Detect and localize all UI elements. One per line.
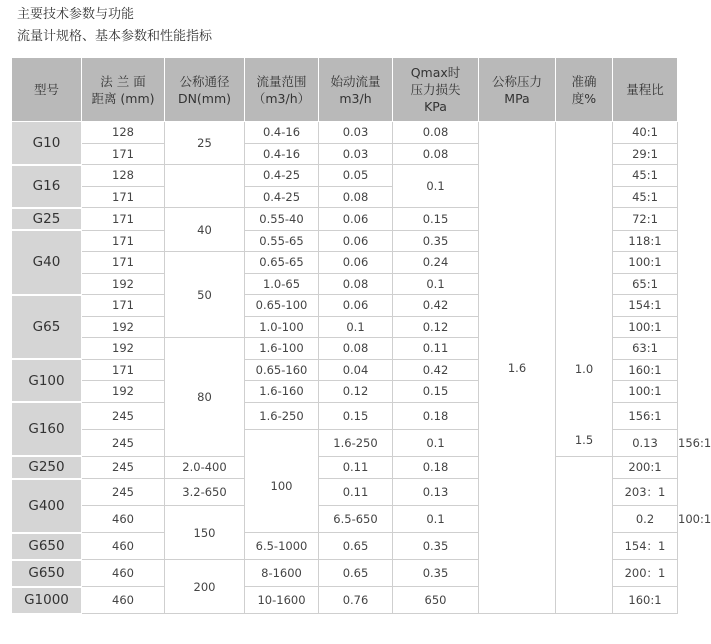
loss-cell: 0.1 (393, 165, 479, 208)
range-cell: 6.5-650 (319, 506, 393, 533)
loss-cell: 650 (393, 587, 479, 614)
range-cell: 0.4-25 (245, 186, 319, 208)
flange-cell: 171 (82, 186, 165, 208)
flange-cell: 460 (82, 560, 165, 587)
start-cell: 0.06 (319, 230, 393, 252)
loss-cell: 0.08 (393, 122, 479, 144)
header-pressure-loss: Qmax时 压力损失 KPa (393, 58, 479, 122)
spec-table (11, 57, 711, 615)
page-subtitle: 流量计规格、基本参数和性能指标 (17, 29, 213, 44)
model-cell: G160 (12, 402, 82, 456)
table-row (12, 122, 678, 144)
ratio-cell: 203：1 (613, 479, 678, 506)
flange-cell: 460 (82, 533, 165, 560)
header-pressure: 公称压力 MPa (479, 58, 556, 122)
start-cell: 0.76 (319, 587, 393, 614)
range-cell: 10-1600 (245, 587, 319, 614)
model-cell: G650 (12, 533, 82, 560)
range-cell: 1.6-100 (245, 338, 319, 360)
model-cell: G25 (12, 208, 82, 231)
header-model: 型号 (12, 58, 82, 122)
page-titles (17, 6, 212, 46)
range-cell: 1.6-160 (245, 381, 319, 403)
flange-cell: 192 (82, 338, 165, 360)
ratio-cell: 154:1 (613, 295, 678, 317)
range-cell: 6.5-1000 (245, 533, 319, 560)
loss-cell: 0.2 (613, 506, 678, 533)
range-cell: 1.0-100 (245, 316, 319, 338)
loss-cell: 0.15 (393, 208, 479, 231)
range-cell: 1.6-250 (319, 429, 393, 456)
start-cell: 0.06 (319, 295, 393, 317)
loss-cell: 0.08 (393, 143, 479, 165)
model-cell: G250 (12, 456, 82, 479)
pressure-cell: 1.6 (479, 122, 556, 614)
flange-cell: 245 (82, 479, 165, 506)
loss-cell: 0.35 (393, 230, 479, 252)
accuracy-cell: 1.0 (556, 122, 613, 457)
dn-cell: 80 (165, 338, 245, 457)
range-cell: 0.55-65 (245, 230, 319, 252)
ratio-cell: 65:1 (613, 273, 678, 295)
ratio-cell: 160:1 (613, 359, 678, 381)
flange-cell: 245 (82, 402, 165, 429)
model-cell: G10 (12, 122, 82, 165)
start-cell: 0.1 (319, 316, 393, 338)
flange-cell: 245 (82, 456, 165, 479)
start-cell: 0.03 (319, 122, 393, 144)
loss-cell: 0.35 (393, 560, 479, 587)
flange-cell: 192 (82, 273, 165, 295)
table-row (12, 456, 678, 479)
range-cell: 0.4-16 (245, 143, 319, 165)
ratio-cell: 100:1 (613, 252, 678, 274)
header-start-flow: 始动流量 m3/h (319, 58, 393, 122)
start-cell: 0.03 (319, 143, 393, 165)
start-cell: 0.05 (319, 165, 393, 187)
dn-cell: 40 (165, 208, 245, 252)
start-cell: 0.1 (393, 506, 479, 533)
start-cell: 0.08 (319, 338, 393, 360)
loss-cell: 0.15 (393, 381, 479, 403)
header-row (12, 58, 678, 122)
loss-cell: 0.11 (393, 338, 479, 360)
flange-cell: 192 (82, 381, 165, 403)
start-cell: 0.08 (319, 273, 393, 295)
ratio-cell: 45:1 (613, 186, 678, 208)
loss-cell: 0.12 (393, 316, 479, 338)
flange-cell: 171 (82, 208, 165, 231)
loss-cell: 0.13 (393, 479, 479, 506)
start-cell: 0.06 (319, 208, 393, 231)
flange-cell: 171 (82, 252, 165, 274)
loss-cell: 0.13 (613, 429, 678, 456)
accuracy-cell: 1.5 (556, 456, 613, 614)
ratio-cell: 200:1 (613, 456, 678, 479)
model-cell: G100 (12, 359, 82, 402)
range-cell: 0.4-25 (245, 165, 319, 187)
range-cell: 2.0-400 (165, 456, 245, 479)
ratio-cell: 72:1 (613, 208, 678, 231)
flange-cell: 245 (82, 429, 165, 456)
start-cell: 0.15 (319, 402, 393, 429)
model-cell: G65 (12, 295, 82, 360)
model-cell: G650 (12, 560, 82, 587)
loss-cell: 0.18 (393, 456, 479, 479)
dn-cell (165, 165, 245, 208)
start-cell: 0.11 (319, 456, 393, 479)
table-row: 460 150 6.5-650 0.1 0.2 100:1 (12, 506, 678, 533)
header-flange: 法 兰 面 距离 (mm) (82, 58, 165, 122)
start-cell: 0.1 (393, 429, 479, 456)
header-ratio: 量程比 (613, 58, 678, 122)
model-cell: G16 (12, 165, 82, 208)
flange-cell: 171 (82, 295, 165, 317)
dn-cell: 200 (165, 560, 245, 614)
ratio-cell: 118:1 (613, 230, 678, 252)
loss-cell: 0.18 (393, 402, 479, 429)
range-cell: 0.4-16 (245, 122, 319, 144)
start-cell: 0.65 (319, 533, 393, 560)
dn-cell: 50 (165, 252, 245, 338)
start-cell: 0.06 (319, 252, 393, 274)
ratio-cell: 156:1 (613, 402, 678, 429)
header-accuracy: 准确 度% (556, 58, 613, 122)
range-cell: 0.65-100 (245, 295, 319, 317)
dn-cell: 25 (165, 122, 245, 165)
start-cell: 0.11 (319, 479, 393, 506)
table-row: 245 100 1.6-250 0.1 0.13 156:1 (12, 429, 678, 456)
flange-cell: 460 (82, 506, 165, 533)
model-cell: G400 (12, 479, 82, 533)
range-cell: 3.2-650 (165, 479, 245, 506)
range-cell: 8-1600 (245, 560, 319, 587)
loss-cell: 0.42 (393, 359, 479, 381)
ratio-cell: 154：1 (613, 533, 678, 560)
model-cell: G1000 (12, 587, 82, 614)
ratio-cell: 200：1 (613, 560, 678, 587)
dn-cell: 150 (165, 506, 245, 560)
range-cell: 0.65-65 (245, 252, 319, 274)
ratio-cell: 29:1 (613, 143, 678, 165)
ratio-cell: 100:1 (613, 381, 678, 403)
ratio-cell: 100:1 (613, 316, 678, 338)
model-cell: G40 (12, 230, 82, 295)
ratio-cell: 40:1 (613, 122, 678, 144)
header-range: 流量范围 （m3/h） (245, 58, 319, 122)
range-cell: 1.0-65 (245, 273, 319, 295)
flange-cell: 128 (82, 165, 165, 187)
flange-cell: 171 (82, 359, 165, 381)
dn-cell: 100 (245, 429, 319, 533)
start-cell: 0.04 (319, 359, 393, 381)
start-cell: 0.08 (319, 186, 393, 208)
flange-cell: 128 (82, 122, 165, 144)
loss-cell: 0.24 (393, 252, 479, 274)
range-cell: 0.65-160 (245, 359, 319, 381)
loss-cell: 0.1 (393, 273, 479, 295)
ratio-cell: 160:1 (613, 587, 678, 614)
ratio-cell: 63:1 (613, 338, 678, 360)
range-cell: 1.6-250 (245, 402, 319, 429)
loss-cell: 0.35 (393, 533, 479, 560)
page-title: 主要技术参数与功能 (17, 7, 135, 22)
ratio-cell: 45:1 (613, 165, 678, 187)
flange-cell: 171 (82, 143, 165, 165)
loss-cell: 0.42 (393, 295, 479, 317)
header-dn: 公称通径 DN(mm) (165, 58, 245, 122)
range-cell: 0.55-40 (245, 208, 319, 231)
flange-cell: 192 (82, 316, 165, 338)
flange-cell: 460 (82, 587, 165, 614)
start-cell: 0.12 (319, 381, 393, 403)
start-cell: 0.65 (319, 560, 393, 587)
flange-cell: 171 (82, 230, 165, 252)
